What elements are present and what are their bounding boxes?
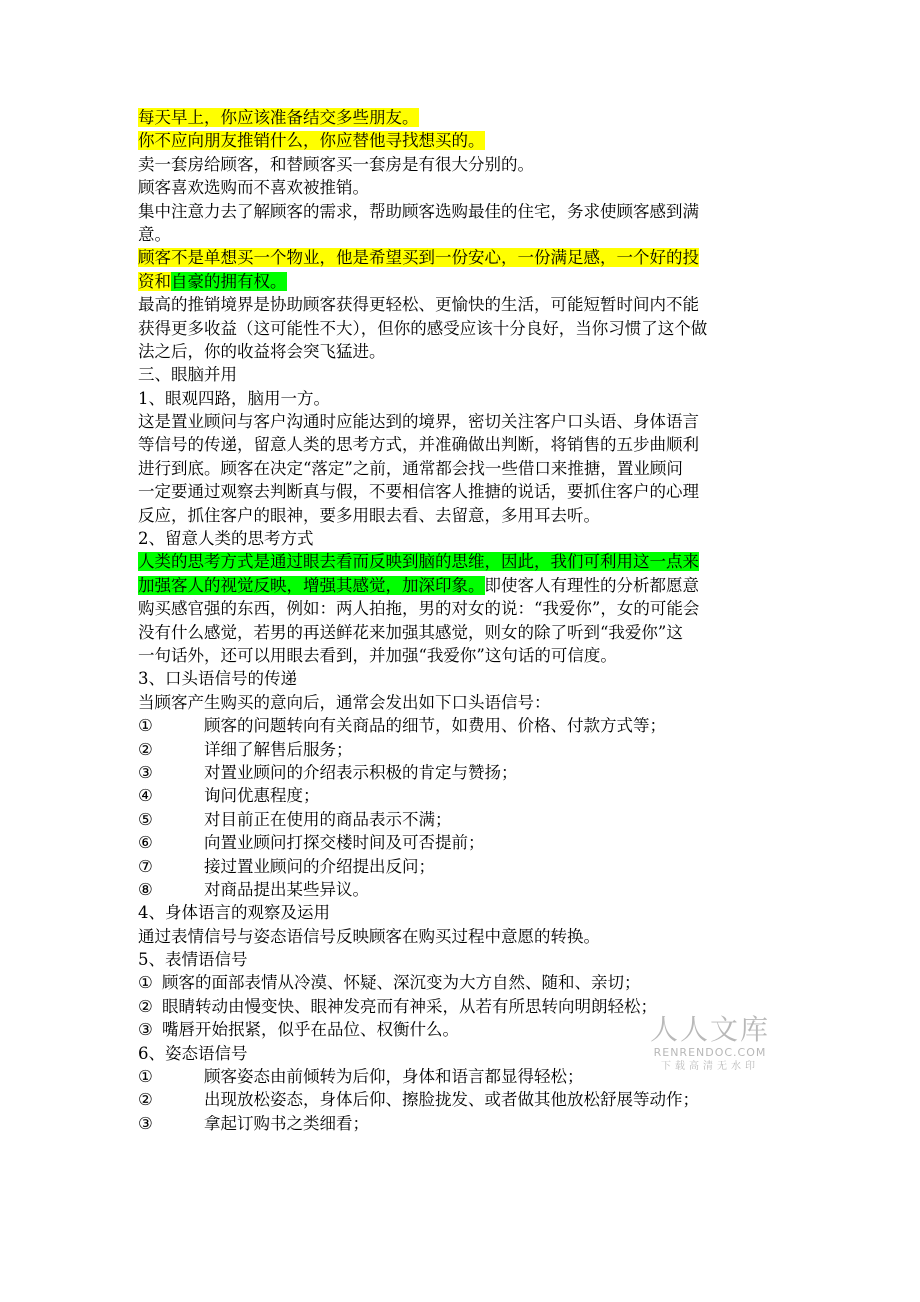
line-text: 反应，抓住客户的眼神，要多用眼去看、去留意，多用耳去听。: [138, 505, 600, 525]
document-page: [138, 106, 788, 1135]
line-text: 获得更多收益（这可能性不大），但你的感受应该十分良好，当你习惯了这个做: [138, 318, 708, 338]
list-marker: ⑥: [138, 833, 153, 853]
list-marker: ②: [138, 996, 153, 1016]
text-line: [138, 106, 788, 129]
text-line: [138, 317, 788, 340]
text-line: [138, 246, 788, 269]
text-line: [138, 597, 788, 620]
text-line: [138, 808, 788, 831]
line-text: 购买感官强的东西，例如：两人拍拖，男的对女的说：“我爱你”，女的可能会: [138, 599, 700, 619]
line-text: 当顾客产生购买的意向后，通常会发出如下口头语信号：: [138, 692, 551, 712]
text-line: [138, 831, 788, 854]
line-text: 3、口头语信号的传递: [138, 669, 297, 689]
line-text: 等信号的传递，留意人类的思考方式，并准确做出判断，将销售的五步曲顺利: [138, 435, 699, 455]
highlighted-text-yellow: 顾客不是单想买一个物业，他是希望买到一份安心，一份满足感，一个好的投: [138, 248, 699, 268]
line-text: 嘴唇开始抿紧，似乎在品位、权衡什么。: [162, 1020, 459, 1040]
list-marker: ③: [138, 1020, 153, 1040]
line-text: 即使客人有理性的分析都愿意: [484, 575, 699, 595]
text-line: [138, 293, 788, 316]
line-text: 2、留意人类的思考方式: [138, 529, 314, 549]
line-text: 三、眼脑并用: [138, 365, 237, 385]
text-line: [138, 433, 788, 456]
highlighted-text-green: 自豪的拥有权。: [171, 271, 287, 291]
highlighted-text-yellow: 每天早上，你应该准备结交多些朋友。: [138, 108, 419, 127]
list-marker: ③: [138, 1113, 153, 1133]
text-line: [138, 527, 788, 550]
line-text: 对置业顾问的介绍表示积极的肯定与赞扬；: [204, 762, 518, 782]
text-line: [138, 784, 788, 807]
text-line: [138, 270, 788, 293]
line-text: 1、眼观四路，脑用一方。: [138, 388, 330, 408]
line-text: 出现放松姿态，身体后仰、擦脸拢发、或者做其他放松舒展等动作；: [204, 1090, 699, 1110]
line-text: 顾客的面部表情从冷漠、怀疑、深沉变为大方自然、随和、亲切；: [162, 973, 641, 993]
list-marker: ②: [138, 739, 153, 759]
line-text: 集中注意力去了解顾客的需求，帮助顾客选购最佳的住宅，务求使顾客感到满: [138, 201, 699, 221]
list-marker: ②: [138, 1090, 153, 1110]
list-marker: ⑤: [138, 809, 153, 829]
text-line: [138, 550, 788, 573]
text-line: [138, 738, 788, 761]
list-marker: ①: [138, 716, 153, 736]
text-line: [138, 1112, 788, 1135]
text-line: [138, 925, 788, 948]
line-text: 4、身体语言的观察及运用: [138, 903, 330, 923]
text-line: [138, 153, 788, 176]
line-text: 详细了解售后服务；: [204, 739, 353, 759]
line-text: 5、表情语信号: [138, 950, 248, 970]
line-text: 没有什么感觉，若男的再送鲜花来加强其感觉，则女的除了听到“我爱你”这: [138, 622, 683, 642]
line-text: 进行到底。顾客在决定“落定”之前，通常都会找一些借口来推搪，置业顾问: [138, 458, 683, 478]
line-text: 一句话外，还可以用眼去看到，并加强“我爱你”这句话的可信度。: [138, 645, 617, 665]
line-text: 法之后，你的收益将会突飞猛进。: [138, 341, 386, 361]
text-line: [138, 761, 788, 784]
line-text: 接过置业顾问的介绍提出反问；: [204, 856, 435, 876]
text-line: [138, 129, 788, 152]
line-text: 顾客姿态由前倾转为后仰，身体和语言都显得轻松；: [204, 1067, 584, 1087]
line-text: 眼睛转动由慢变快、眼神发亮而有神采，从若有所思转向明朗轻松；: [162, 996, 657, 1016]
text-line: [138, 457, 788, 480]
list-marker: ①: [138, 973, 153, 993]
text-line: [138, 480, 788, 503]
text-line: [138, 1088, 788, 1111]
text-line: [138, 340, 788, 363]
highlighted-text-green: 人类的思考方式是通过眼去看而反映到脑的思维，因此，我们可利用这一点来: [138, 552, 699, 572]
line-text: 最高的推销境界是协助顾客获得更轻松、更愉快的生活，可能短暂时间内不能: [138, 295, 699, 315]
text-line: [138, 574, 788, 597]
text-line: [138, 363, 788, 386]
watermark-logo: [648, 1014, 772, 1074]
line-text: 询问优惠程度；: [204, 786, 320, 806]
line-text: 这是置业顾问与客户沟通时应能达到的境界，密切关注客户口头语、身体语言: [138, 412, 699, 432]
text-line: [138, 971, 788, 994]
line-text: 卖一套房给顾客，和替顾客买一套房是有很大分别的。: [138, 154, 534, 174]
watermark-domain: RENRENDOC.COM: [653, 1046, 767, 1059]
text-line: [138, 691, 788, 714]
watermark-slogan: 下载高清无水印: [661, 1061, 759, 1072]
text-line: [138, 223, 788, 246]
list-marker: ①: [138, 1067, 153, 1087]
line-text: 6、姿态语信号: [138, 1043, 248, 1063]
list-marker: ⑧: [138, 879, 153, 899]
highlighted-text-yellow: 你不应向朋友推销什么，你应替他寻找想买的。: [138, 131, 485, 151]
highlighted-text-yellow: 资和: [138, 271, 171, 291]
text-line: [138, 667, 788, 690]
text-line: [138, 901, 788, 924]
line-text: 拿起订购书之类细看；: [204, 1113, 369, 1133]
line-text: 通过表情信号与姿态语信号反映顾客在购买过程中意愿的转换。: [138, 926, 600, 946]
line-text: 顾客喜欢选购而不喜欢被推销。: [138, 178, 369, 198]
line-text: 对商品提出某些异议。: [204, 879, 369, 899]
text-line: [138, 878, 788, 901]
text-line: [138, 504, 788, 527]
text-line: [138, 621, 788, 644]
line-text: 向置业顾问打探交楼时间及可否提前；: [204, 833, 485, 853]
line-text: 顾客的问题转向有关商品的细节，如费用、价格、付款方式等；: [204, 716, 666, 736]
text-line: [138, 176, 788, 199]
text-line: [138, 200, 788, 223]
highlighted-text-green: 加强客人的视觉反映，增强其感觉，加深印象。: [138, 575, 485, 595]
text-line: [138, 387, 788, 410]
list-marker: ③: [138, 762, 153, 782]
text-line: [138, 410, 788, 433]
text-line: [138, 855, 788, 878]
line-text: 意。: [138, 224, 171, 244]
text-line: [138, 714, 788, 737]
watermark-brand: 人人文库: [649, 1013, 770, 1046]
list-marker: ⑦: [138, 856, 153, 876]
list-marker: ④: [138, 786, 153, 806]
line-text: 对目前正在使用的商品表示不满；: [204, 809, 452, 829]
text-line: [138, 948, 788, 971]
text-line: [138, 644, 788, 667]
line-text: 一定要通过观察去判断真与假，不要相信客人推搪的说话，要抓住客户的心理: [138, 482, 699, 502]
